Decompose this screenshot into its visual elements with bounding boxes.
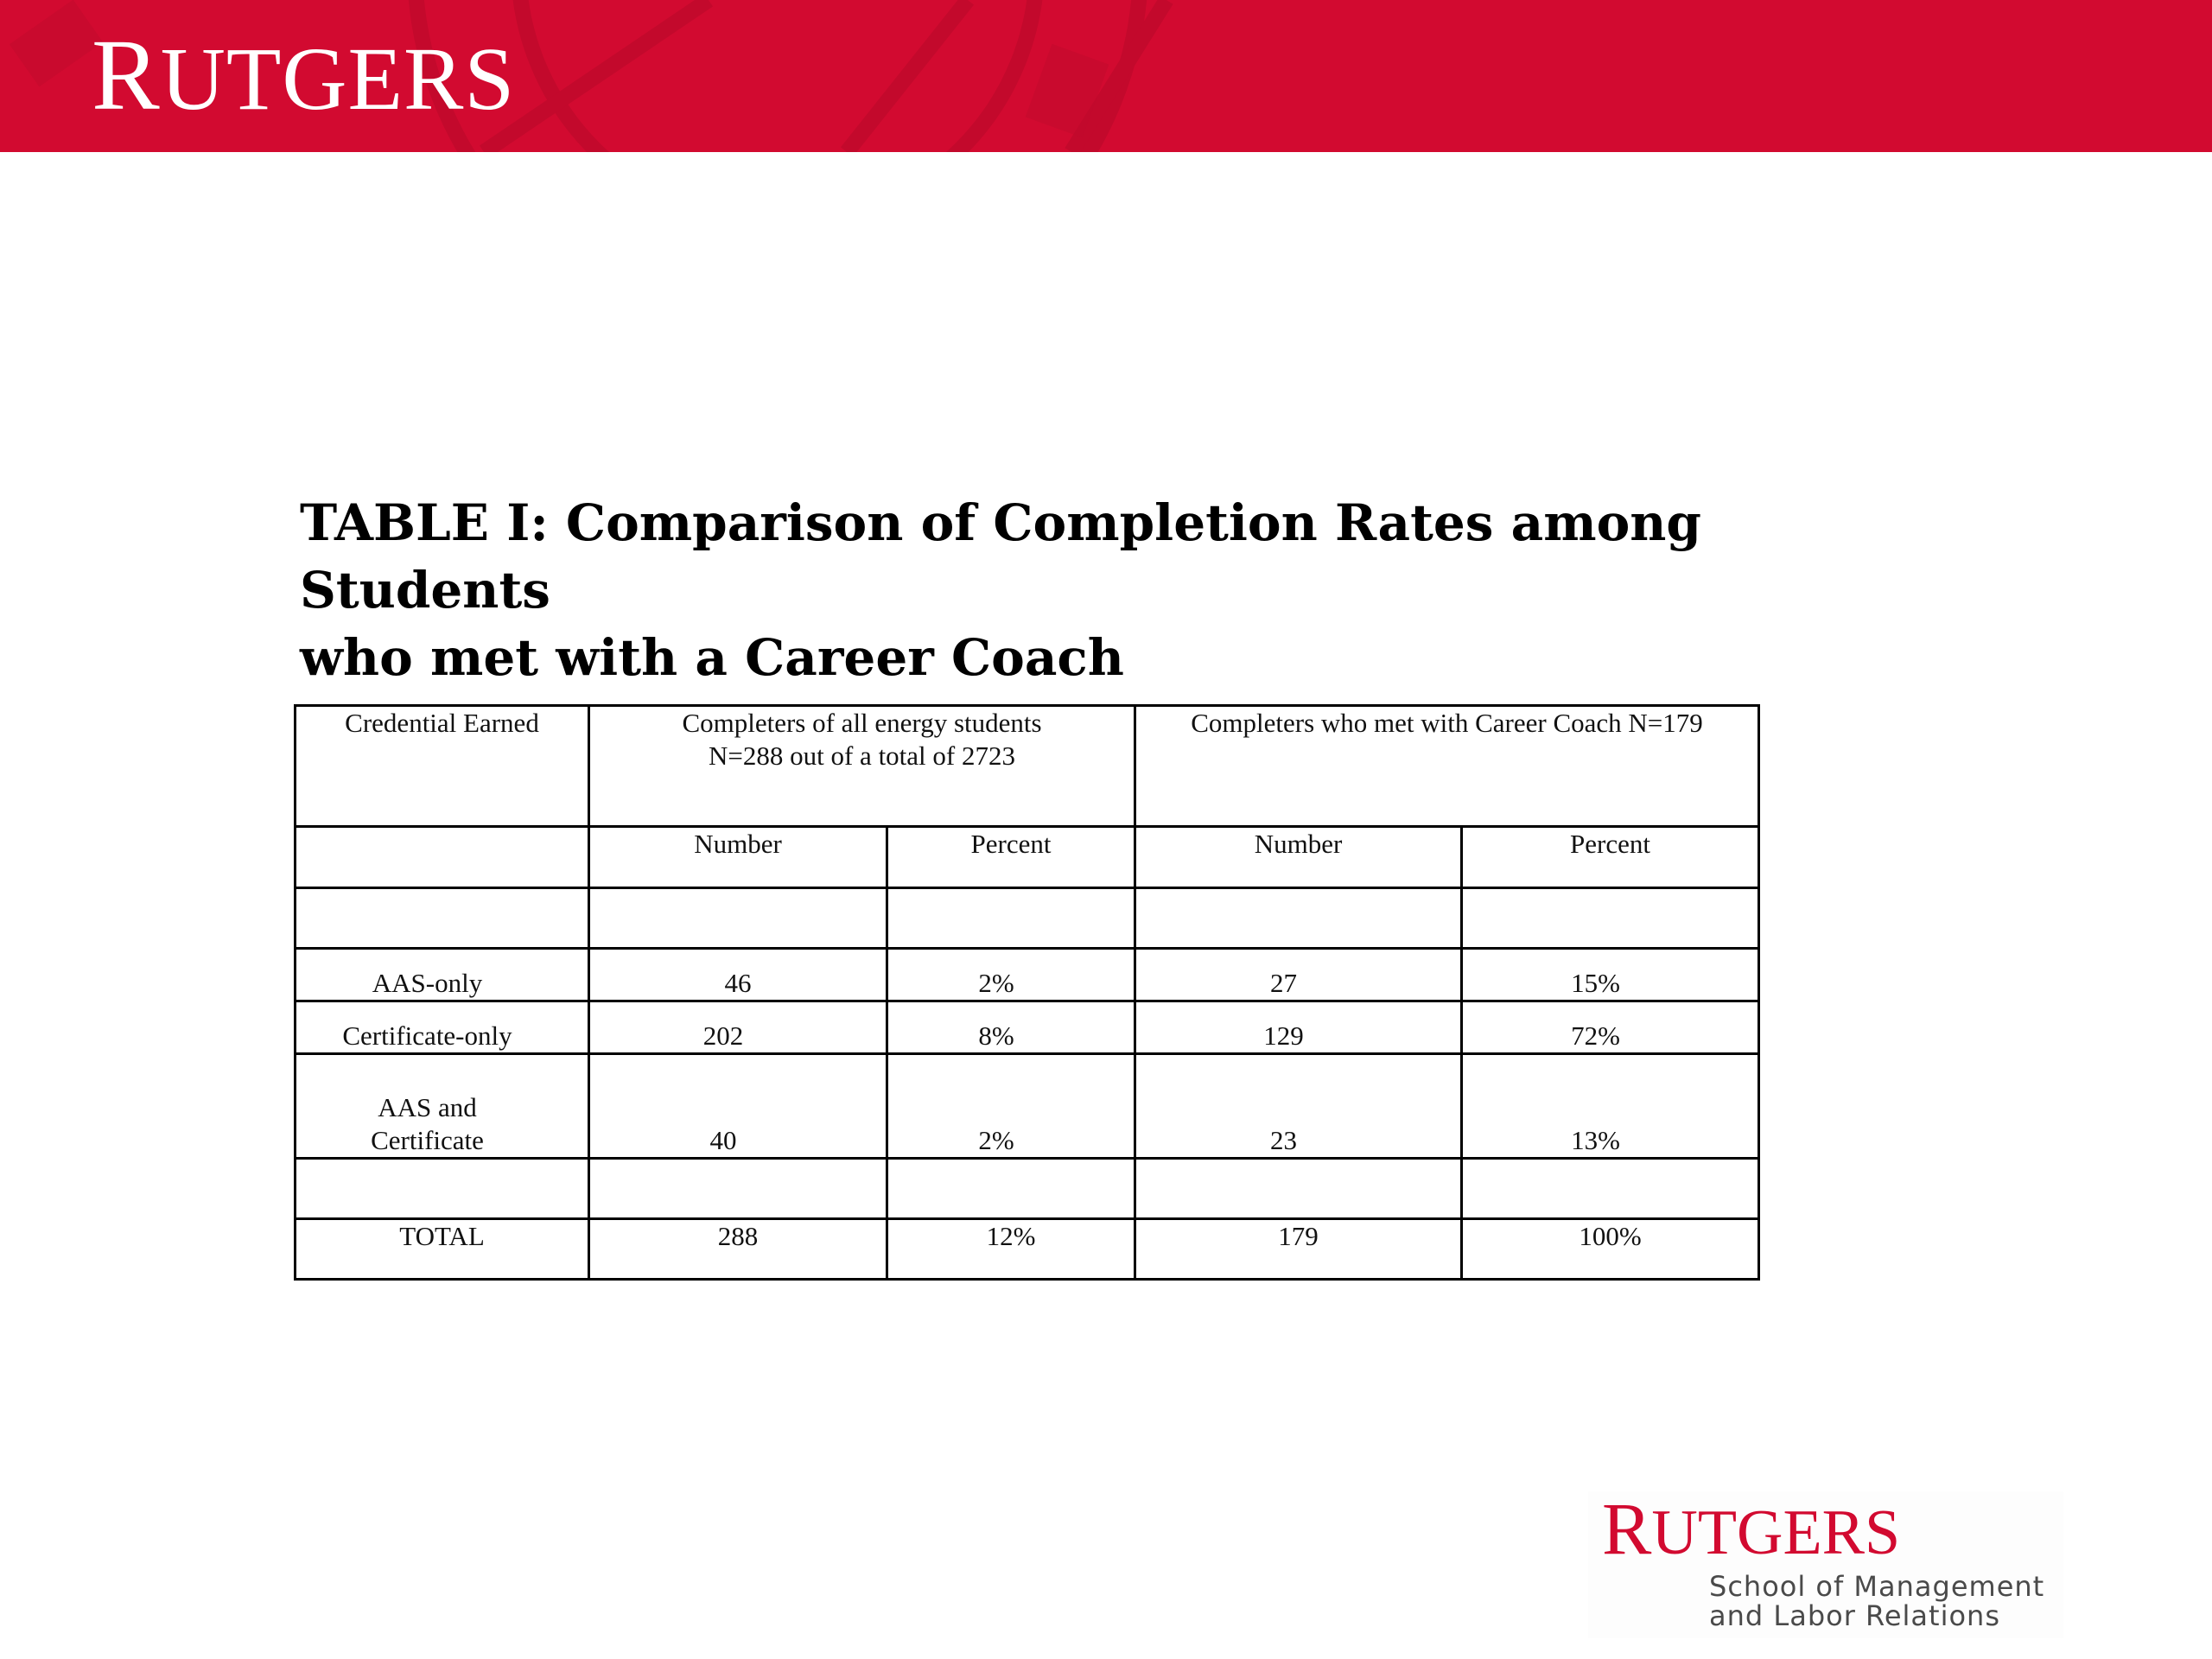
table-row [296,1001,1759,1054]
total-percent-all-cell: 12% [887,1219,1135,1280]
header-career-coach: Completers who met with Career Coach N=179 [1135,706,1759,827]
total-number-coach-cell: 179 [1135,1219,1462,1280]
number-coach-cell: 23 [1135,1054,1462,1159]
title-line-1: TABLE I: Comparison of Completion Rates among Students [300,493,1701,620]
rutgers-banner-logo: RUTGERS [92,18,516,131]
percent-coach-cell: 15% [1462,949,1759,1001]
header-all-energy-students: Completers of all energy students N=288 out of a total of 2723 [589,706,1135,827]
table-row [296,1054,1759,1159]
percent-all-cell: 8% [887,1001,1135,1054]
percent-all-cell: 2% [887,949,1135,1001]
number-coach-cell: 129 [1135,1001,1462,1054]
number-all-cell: 202 [589,1001,887,1054]
footer-subtitle-line-1: School of Management [1709,1570,2045,1603]
table-blank-row [296,1159,1759,1219]
table-blank-row [296,888,1759,949]
credential-cell: AAS and Certificate [296,1054,589,1159]
number-all-cell: 40 [589,1054,887,1159]
credential-cell: AAS-only [296,949,589,1001]
number-coach-cell: 27 [1135,949,1462,1001]
table-subheader-row [296,827,1759,888]
percent-coach-cell: 72% [1462,1001,1759,1054]
table-header-row [296,706,1759,827]
subheader-percent-all: Percent [887,827,1135,888]
percent-coach-cell: 13% [1462,1054,1759,1159]
credential-cell: Certificate-only [296,1001,589,1054]
total-label-cell: TOTAL [296,1219,589,1280]
title-line-2: who met with a Career Coach [300,628,1124,687]
subheader-number-all: Number [589,827,887,888]
rutgers-smlr-logo [1588,1487,2063,1638]
subheader-percent-coach: Percent [1462,827,1759,888]
footer-wordmark: RUTGERS [1602,1487,1901,1570]
number-all-cell: 46 [589,949,887,1001]
header-credential-earned: Credential Earned [296,706,589,827]
total-percent-coach-cell: 100% [1462,1219,1759,1280]
header-banner [0,0,2212,152]
subheader-blank [296,827,589,888]
footer-subtitle-line-2: and Labor Relations [1709,1599,2000,1632]
percent-all-cell: 2% [887,1054,1135,1159]
table-title [300,489,1942,691]
subheader-number-coach: Number [1135,827,1462,888]
completion-rates-table [294,704,1760,1281]
table-row [296,949,1759,1001]
table-total-row [296,1219,1759,1280]
total-number-all-cell: 288 [589,1219,887,1280]
